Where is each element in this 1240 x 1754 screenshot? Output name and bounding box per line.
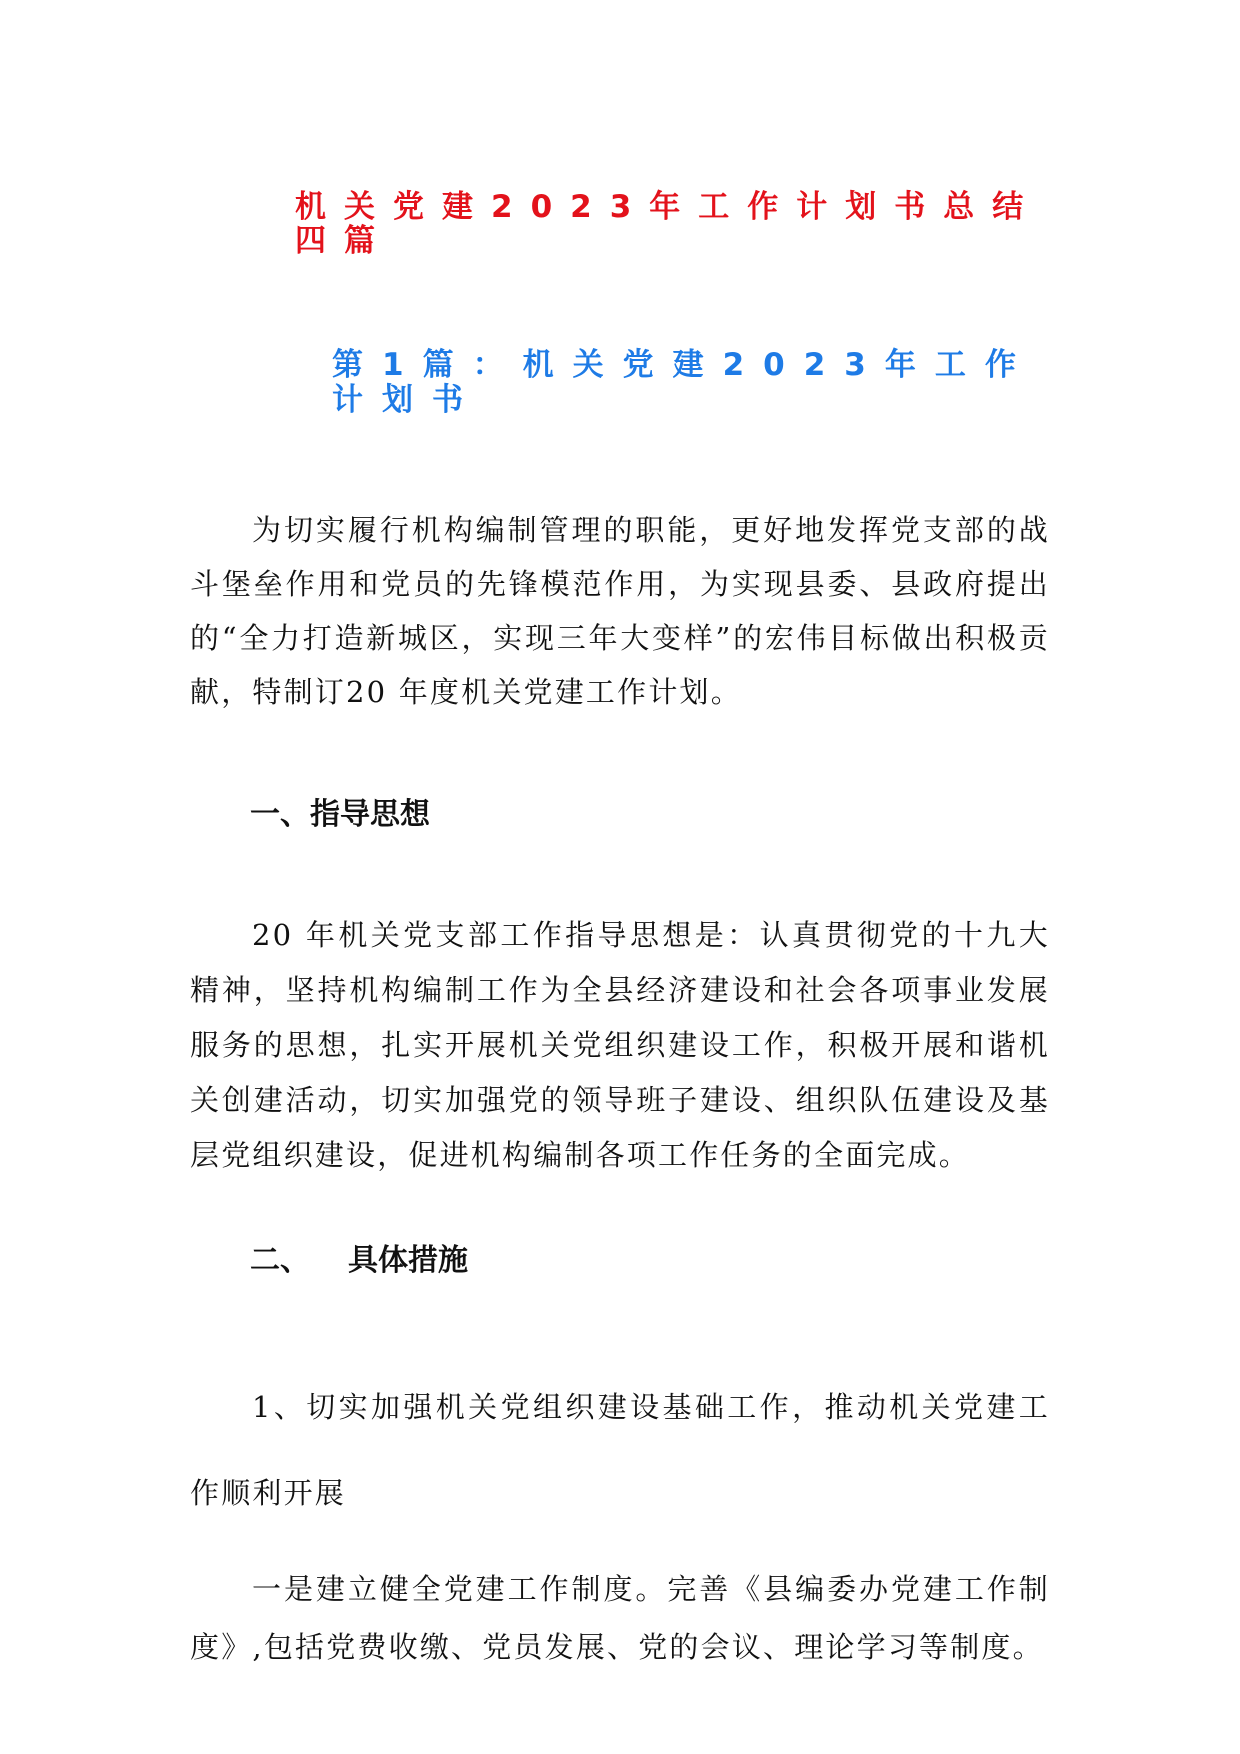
intro-paragraph: 为切实履行机构编制管理的职能，更好地发挥党支部的战斗堡垒作用和党员的先锋模范作用，为实现县委、县政府提出的“全力打造新城区，实现三年大变样”的宏伟目标做出积极贡献，特制订20 年度机关党建工作计划。 [190, 513, 1050, 709]
measure-item-1: 1、切实加强机关党组织建设基础工作，推动机关党建工作顺利开展 [190, 1390, 1050, 1510]
measure-item-2: 一是建立健全党建工作制度。完善《县编委办党建工作制度》,包括党费收缴、党员发展、党的会议、理论学习等制度。 [190, 1572, 1050, 1664]
document-title: 机关党建2023年工作计划书总结四篇 [295, 189, 1042, 259]
section-heading-number: 二、 [250, 1243, 310, 1278]
section-heading-guiding-thought: 一、指导思想 [250, 797, 430, 832]
section-heading-specific-measures [250, 1243, 468, 1279]
chapter-title: 第1篇：机关党建2023年工作计划书 [332, 347, 1035, 418]
guiding-thought-paragraph: 20 年机关党支部工作指导思想是：认真贯彻党的十九大精神，坚持机构编制工作为全县经济建设和社会各项事业发展服务的思想，扎实开展机关党组织建设工作，积极开展和谐机关创建活动，切实加强党的领导班子建设、组织队伍建设及基层党组织建设，促进机构编制各项工作任务的全面完成。 [190, 918, 1050, 1172]
section-heading-text: 具体措施 [348, 1243, 468, 1278]
